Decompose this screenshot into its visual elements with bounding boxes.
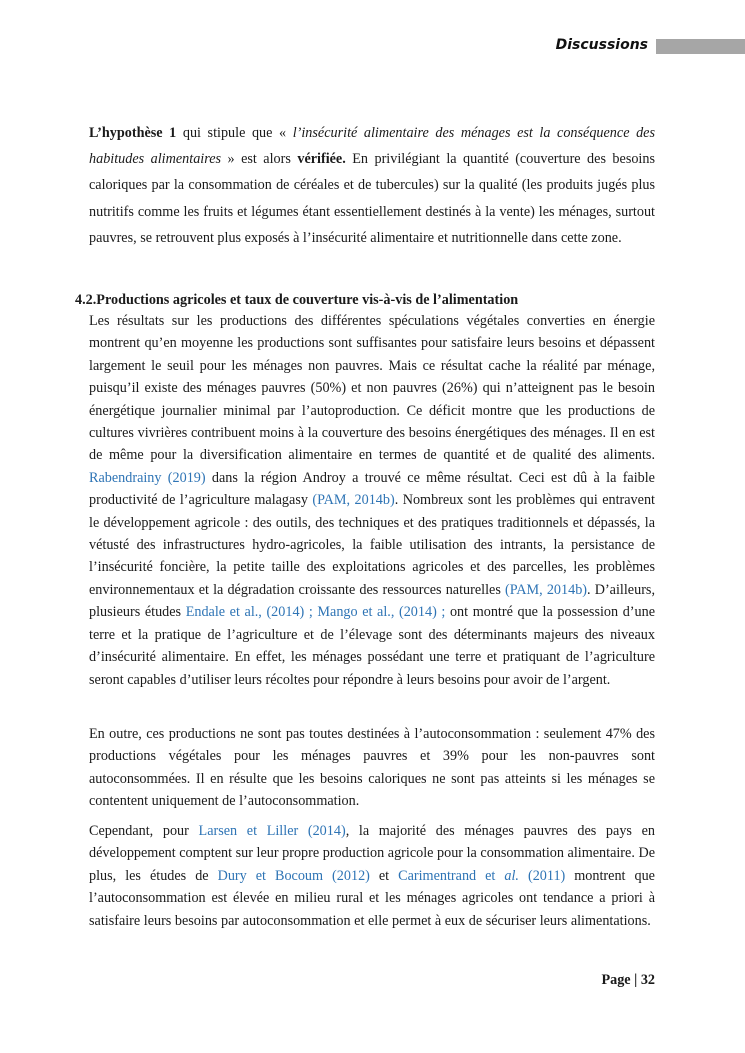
paragraph-hypothesis: L’hypothèse 1 qui stipule que « l’insécurité alimentaire des ménages est la conséquence des habitudes alimentaires » est alors vérifiée. En privilégiant la quantité (couverture des besoins caloriques par la consommation de céréales et de tubercules) sur la qualité (les produits jugés plus nutritifs comme les fruits et légumes étant essentiellement destinés à la vente) les ménages, surtout pauvres, se retrouvent plus exposés à l’insécurité alimentaire et nutritionnelle dans cette zone. bbox=[89, 125, 655, 246]
page-separator: | bbox=[630, 972, 641, 988]
header-title: Discussions bbox=[555, 37, 648, 53]
citation[interactable]: Rabendrainy (2019) bbox=[89, 469, 206, 486]
hypothesis-quote: l’insécurité alimentaire des ménages est la conséquence des habitudes alimentaires bbox=[89, 125, 655, 168]
paragraph-however: Cependant, pour Larsen et Liller (2014), la majorité des ménages pauvres des pays en développement comptent sur leur propre production agricole pour la consommation alimentaire. De plus, les études de Dury et Bocoum (2012) et Carimentrand et al. (2011) montrent que l’autoconsommation est élevée en milieu rural et les ménages agricoles ont tendance a priori à satisfaire leurs besoins par autoconsommation et elle permet à eux de sécuriser leurs alimentations. bbox=[89, 823, 655, 929]
citation[interactable]: Carimentrand et al. (2011) bbox=[398, 867, 566, 884]
page-footer bbox=[601, 972, 655, 989]
hypothesis-verdict: vérifiée. bbox=[297, 151, 346, 168]
page-label: Page bbox=[601, 972, 631, 988]
citation[interactable]: (PAM, 2014b) bbox=[504, 581, 588, 598]
paragraph-productions: Les résultats sur les productions des différentes spéculations végétales converties en énergie montrent qu’en moyenne les productions sont suffisantes pour satisfaire leurs besoins et dépassent largement le seuil pour les ménages non pauvres. Mais ce résultat cache la réalité par ménage, puisqu’il existe des ménages pauvres (50%) et non pauvres (26%) qui n’atteignent pas le besoin énergétique journalier minimal par l’autoproduction. Ce déficit montre que les productions de cultures vivrières contribuent moins à la couverture des besoins énergétiques des ménages. Il en est de même pour la diversification alimentaire en termes de quantité et de qualité des aliments. Rabendrainy (2019) dans la région Androy a trouvé ce même résultat. Ceci est dû à la faible productivité de l’agriculture malagasy (PAM, 2014b). Nombreux sont les problèmes qui entravent le développement agricole : des outils, des techniques et des pratiques traditionnels et dépassés, la vétusté des infrastructures hydro-agricoles, la faible utilisation des intrants, la persistance de l’insécurité foncière, la petite taille des exploitations agricoles et des parcelles, les problèmes environnementaux et la dégradation croissante des ressources naturelles (PAM, 2014b). D’ailleurs, plusieurs études Endale et al., (2014) ; Mango et al., (2014) ; ont montré que la possession d’une terre et la pratique de l’agriculture et de l’élevage sont des déterminants majeurs des niveaux d’insécurité alimentaire. En effet, les ménages possédant une terre et pratiquant de l’agriculture seront capables d’utiliser leurs récoltes pour répondre à leurs besoins pour avoir de l’argent. bbox=[89, 313, 656, 688]
citation[interactable]: Larsen et Liller (2014) bbox=[198, 823, 346, 839]
header-bar bbox=[656, 39, 745, 54]
page-number: 32 bbox=[640, 972, 655, 988]
paragraph-autoconsumption: En outre, ces productions ne sont pas toutes destinées à l’autoconsommation : seulement 47% des productions végétales pour les ménages pauvres et 39% pour les non-pauvres sont autoconsommées. Il en résulte que les besoins caloriques ne sont pas atteints si les ménages se contentent uniquement de l’autoconsommation. bbox=[89, 726, 655, 810]
citation[interactable]: Endale et al., (2014) ; Mango et al., (2014) ; bbox=[185, 604, 446, 621]
hypothesis-lead: L’hypothèse 1 bbox=[89, 125, 177, 141]
citation[interactable]: (PAM, 2014b) bbox=[312, 492, 395, 509]
citation[interactable]: Dury et Bocoum (2012) bbox=[217, 867, 370, 884]
section-heading: 4.2.Productions agricoles et taux de couverture vis-à-vis de l’alimentation bbox=[75, 292, 519, 308]
